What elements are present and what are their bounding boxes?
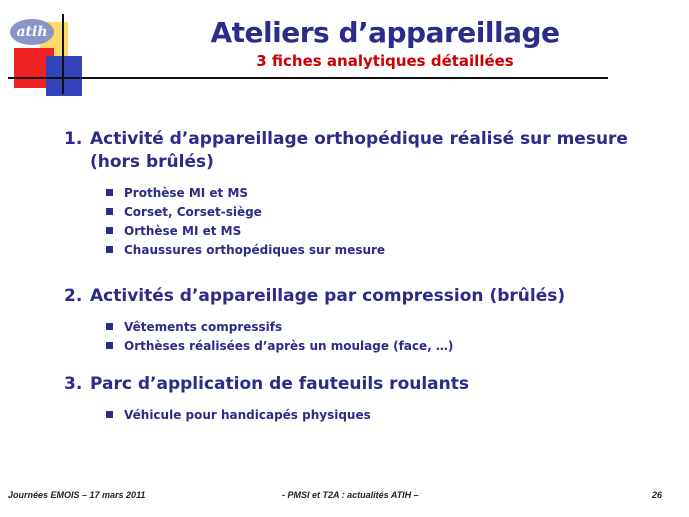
section-heading	[64, 373, 664, 396]
footer-center: - PMSI et T2A : actualités ATIH –	[282, 490, 419, 500]
section-heading	[64, 128, 664, 174]
section-title	[90, 128, 628, 174]
section-number: 3.	[64, 374, 83, 394]
square-bullet-icon	[106, 342, 113, 349]
atih-logo: atih	[10, 19, 54, 45]
bullet-list	[106, 183, 664, 259]
section-heading	[64, 285, 664, 308]
list-item	[106, 405, 664, 424]
square-bullet-icon	[106, 323, 113, 330]
bullet-list	[106, 317, 664, 355]
footer-left: Journées EMOIS – 17 mars 2011	[8, 490, 146, 500]
square-bullet-icon	[106, 208, 113, 215]
logo-decoration	[0, 0, 100, 100]
list-item	[106, 317, 664, 336]
page-number: 26	[652, 490, 663, 500]
list-item	[106, 221, 664, 240]
vertical-rule	[62, 14, 64, 94]
slide-title: Ateliers d’appareillage	[210, 16, 560, 49]
square-bullet-icon	[106, 227, 113, 234]
list-item-text: Véhicule pour handicapés physiques	[124, 407, 371, 422]
square-bullet-icon	[106, 411, 113, 418]
list-item-text: Orthèse MI et MS	[124, 223, 242, 238]
list-item-text: Corset, Corset-siège	[124, 204, 262, 219]
list-item	[106, 183, 664, 202]
list-item-text: Vêtements compressifs	[124, 319, 283, 334]
section-title: Activités d’appareillage par compression (brûlés)	[90, 286, 566, 306]
section-number: 1.	[64, 129, 83, 149]
section-title-line: Activité d’appareillage orthopédique réalisé sur mesure	[90, 129, 628, 149]
square-bullet-icon	[106, 246, 113, 253]
square-bullet-icon	[106, 189, 113, 196]
section-2	[64, 285, 664, 355]
section-1	[64, 128, 664, 259]
section-3	[64, 373, 664, 424]
list-item	[106, 240, 664, 259]
list-item-text: Prothèse MI et MS	[124, 185, 249, 200]
bullet-list	[106, 405, 664, 424]
blue-square-decoration	[46, 56, 82, 96]
list-item	[106, 202, 664, 221]
section-title: Parc d’application de fauteuils roulants	[90, 374, 469, 394]
slide-subtitle: 3 fiches analytiques détaillées	[256, 52, 514, 70]
list-item-text: Orthèses réalisées d’après un moulage (face, …)	[124, 338, 454, 353]
list-item	[106, 336, 664, 355]
list-item-text: Chaussures orthopédiques sur mesure	[124, 242, 386, 257]
section-number: 2.	[64, 286, 83, 306]
section-title-line: (hors brûlés)	[90, 152, 214, 172]
horizontal-rule	[8, 77, 608, 79]
